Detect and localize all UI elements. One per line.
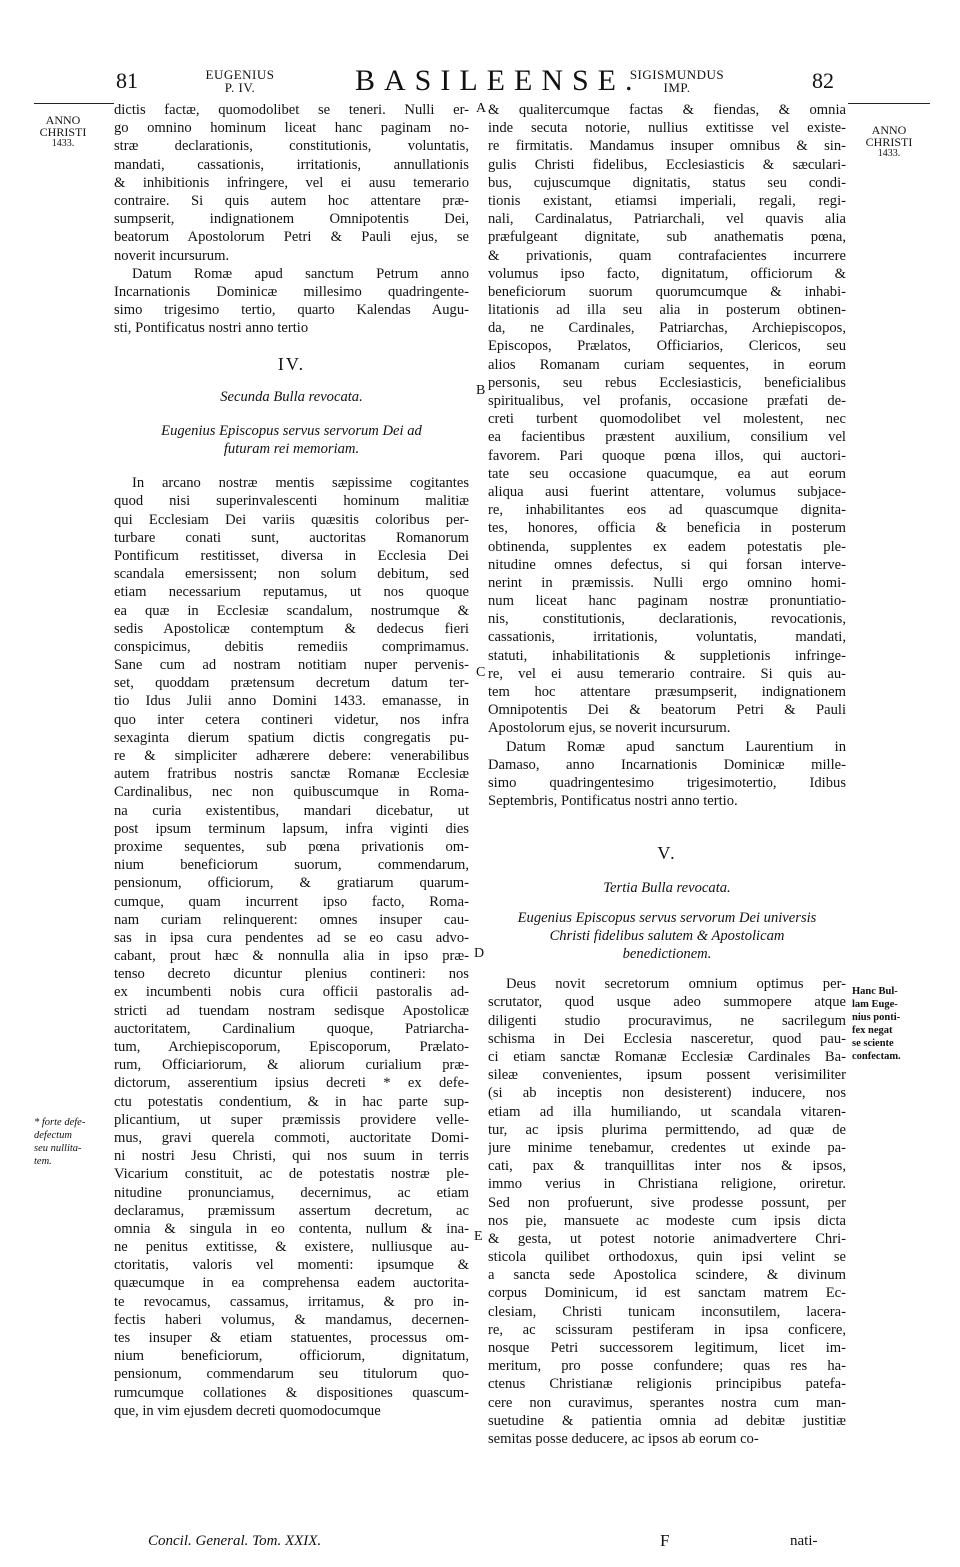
margin-year-line: 1433.	[51, 138, 75, 149]
margin-year-line: ANNO	[871, 123, 907, 137]
left-top-paragraph	[114, 101, 469, 265]
text-line: qui Ecclesiam Dei variis quæsitis coloribus per-	[114, 511, 469, 528]
text-line: tenso decreto dicuntur plenius contineri: nos	[114, 966, 469, 983]
right-datum-paragraph	[488, 738, 846, 811]
text-line: meritum, pro posse confundere; quas res ha-	[488, 1358, 846, 1375]
text-line: Pontificum restitisset, diversa in Ecclesia Dei	[114, 547, 469, 564]
text-line: ne penitus extitisse, & existere, nulliusque au-	[114, 1239, 469, 1256]
footer-signature: F	[660, 1531, 670, 1550]
text-line: immo verius in Christiana religione, oriretur.	[488, 1176, 846, 1193]
text-line: tionis existant, etiamsi imperiali, regali, regi-	[488, 192, 846, 209]
text-line: cabant, prout hæc & nonnulla alia in ipso præ-	[114, 948, 469, 965]
text-line: na curia existentibus, mandari dicebatur, ut	[114, 802, 469, 819]
margin-note-line: se sciente	[852, 1038, 894, 1049]
text-line: Damaso, anno Incarnationis Dominicæ mille-	[488, 756, 846, 773]
text-line: semitas posse deducere, ac ipsos ab eorum co-	[488, 1430, 759, 1447]
text-line: statuti, inhabilitationis & suppletionis infringe-	[488, 647, 846, 664]
margin-note-left	[34, 1116, 114, 1168]
text-line: ci etiam sanctæ Romanæ Ecclesiæ Cardinales Ba-	[488, 1049, 846, 1066]
text-line: tem hoc attentare præsumpserit, indignationem	[488, 684, 846, 700]
text-line: nis, constitutionis, declarationis, revocationis,	[488, 611, 846, 628]
text-line: mandati, cassationis, irritationis, annullationis	[114, 156, 469, 173]
header-rule-right	[848, 103, 930, 104]
text-line: ctenus Christianæ religionis principibus patefa-	[488, 1376, 846, 1393]
section-marker: C	[476, 665, 486, 680]
text-line: pensionum, commendarum seu titulorum quo-	[114, 1366, 469, 1383]
text-line: gulis Christi fidelibus, Ecclesiasticis & sæculari-	[488, 156, 846, 173]
text-line: ctoritatis, valoris vel momenti: ipsumque &	[114, 1257, 469, 1274]
text-line: da, ne Cardinales, Patriarchas, Archiepiscopos,	[488, 320, 846, 337]
text-line: suetudine & patientia omnia ad debitæ justitiæ	[488, 1412, 846, 1429]
text-line: & privationis, quam contrafacientes incurrere	[488, 247, 846, 264]
text-line: re, vel ei ausu temerario contraire. Si quis au-	[488, 665, 846, 682]
text-line: post ipsum terminum lapsum, infra viginti dies	[114, 820, 469, 837]
text-line: schisma in Dei Ecclesia nasceretur, quod pau-	[488, 1030, 846, 1047]
margin-year-right	[854, 124, 924, 160]
text-line: plicantium, ut super præmissis providere velle-	[114, 1111, 469, 1128]
margin-note-line: seu nullita-	[34, 1143, 82, 1154]
running-head-right	[612, 68, 742, 94]
margin-note-line: tem.	[34, 1156, 52, 1167]
left-column	[114, 101, 469, 1420]
section-marker: D	[474, 946, 485, 961]
text-line: declaramus, præmissum assertum decretum, ac	[114, 1202, 469, 1219]
running-head-right-line: IMP.	[663, 80, 691, 95]
margin-note-line: * forte defe-	[34, 1117, 86, 1128]
text-line: nerint in præmissis. Nulli ergo omnino homi-	[488, 574, 846, 591]
text-line: scandala emersissent; non solum debitum, sed	[114, 566, 469, 583]
left-datum-paragraph	[114, 265, 469, 338]
text-line: noverit incursurum.	[114, 247, 230, 264]
text-line: ni nostri Jesu Christi, qui nos suum in terris	[114, 1148, 469, 1165]
text-line: Omnipotentis Dei & beatorum Petri & Pauli	[488, 702, 846, 719]
footer-catchword: nati-	[790, 1533, 818, 1549]
section-marker: B	[476, 383, 486, 398]
text-line: ctu potestatis condentium, & in hac parte sup-	[114, 1093, 469, 1110]
text-line: Incarnationis Dominicæ millesimo quadringente-	[114, 283, 469, 300]
text-line: corpus Dominicum, id est sanctam matrem Ec-	[488, 1285, 846, 1302]
text-line: stricti ad tuendam nostram sedisque Apostolicæ	[114, 1002, 469, 1019]
text-line: beneficiorum suorum quorumcumque & inhabi-	[488, 283, 846, 300]
text-line: sedis Apostolicæ contemptum & dedecus fieri	[114, 620, 469, 637]
text-line: proxime sequentes, sub pœna privationis om-	[114, 838, 469, 855]
text-line: fectis haberi volumus, & mandamus, decernen-	[114, 1311, 469, 1328]
text-line: sileæ convenientes, ipsum possent verisimiliter	[488, 1067, 846, 1084]
text-line: quo inter cetera contineri videtur, nos infra	[114, 711, 469, 728]
margin-note-line: defectum	[34, 1130, 72, 1141]
text-line: Christi fidelibus salutem & Apostolicam	[549, 927, 785, 944]
text-line: mus, gravi querela commoti, auctoritate Domi-	[114, 1129, 469, 1146]
text-line: diligenti studio procuravimus, ne sacrilegum	[488, 1012, 846, 1029]
margin-year-line: CHRISTI	[39, 125, 87, 139]
text-line: turbare conati sunt, auctoritas Romanorum	[114, 529, 469, 546]
section-title: Secunda Bulla revocata.	[220, 388, 363, 405]
text-line: In arcano nostræ mentis sæpissime cogitantes	[132, 475, 469, 492]
text-line: cati, pax & tranquillitas inter nos & ipsos,	[488, 1158, 846, 1175]
text-line: nitudine omnes defectus, si qui forsan interve-	[488, 556, 846, 573]
text-line: aliqua ausi fuerint attentare, volumus subjace-	[488, 483, 846, 500]
text-line: spiritualibus, vel profanis, occasione præfati de-	[488, 393, 846, 409]
text-line: simo quadringentesimo trigesimotertio, Idibus	[488, 774, 846, 791]
text-line: tes insuper & etiam statuentes, processus om-	[114, 1330, 469, 1347]
text-line: scrutator, quod usque adeo summopere atque	[488, 994, 846, 1011]
text-line: simo trigesimo tertio, quarto Kalendas Augu-	[114, 302, 469, 319]
right-body-paragraph	[488, 975, 846, 1448]
text-line: volumus ipso facto, dignitatum, officiorum &	[488, 265, 846, 282]
text-line: etiam necessarium reputamus, ut nos quoque	[114, 584, 469, 601]
salutation	[114, 422, 469, 458]
text-line: Datum Romæ apud sanctum Laurentium in	[506, 738, 846, 755]
margin-note-line: nius ponti-	[852, 1012, 901, 1023]
text-line: alios Romanam curiam sequentes, in eorum	[488, 356, 846, 373]
text-line: autem fratribus nostris sanctæ Romanæ Ecclesiæ	[114, 766, 469, 783]
text-line: favorem. Pari quoque pœna illos, qui auctori-	[488, 447, 846, 464]
text-line: Vicarium constituit, ac de potestatis nostræ ple-	[114, 1166, 469, 1183]
text-line: sexaginta dierum spatium dictis congregatis pu-	[114, 729, 469, 746]
running-head-left-line: P. IV.	[224, 80, 256, 95]
text-line: tum, Archiepiscoporum, Episcoporum, Prælato-	[114, 1039, 469, 1056]
text-line: clesiam, Christi tunicam inconsutilem, lacera-	[488, 1303, 846, 1320]
section-marker: E	[474, 1229, 483, 1244]
text-line: beatorum Apostolorum Petri & Pauli ejus, se	[114, 229, 469, 246]
margin-note-line: confectam.	[852, 1051, 901, 1062]
section-number: IV.	[277, 354, 306, 375]
text-line: set, quoddam prætensum decretum datum ter-	[114, 675, 469, 692]
text-line: & qualitercumque factas & fiendas, & omnia	[488, 102, 846, 118]
text-line: a sancta sede Apostolica scindere, & divinum	[488, 1267, 846, 1284]
text-line: nos pie, mansuete ac modeste cum ipsis dicta	[488, 1212, 846, 1229]
text-line: rum, Officiariorum, & aliorum curialium præ-	[114, 1057, 469, 1074]
text-line: dictis factæ, quomodolibet se teneri. Nulli er-	[114, 102, 469, 118]
text-line: tio Idus Julii anno Domini 1433. emanasse, in	[114, 693, 469, 710]
running-head-right-line: SIGISMUNDUS	[629, 67, 725, 82]
salutation	[488, 909, 846, 964]
text-line: num liceat hanc paginam nostræ pronuntiatio-	[488, 593, 846, 610]
text-line: litationis ad illa seu alia in posterum obtinen-	[488, 302, 846, 319]
text-line: nium beneficiorum, officiorum, dignitatum,	[114, 1348, 469, 1365]
text-line: sumpserit, indignationem Omnipotentis Dei,	[114, 211, 469, 228]
text-line: Eugenius Episcopus servus servorum Dei universis	[517, 909, 817, 926]
section-number: V.	[657, 843, 677, 864]
text-line: omnia & singula in eo contenta, nullum & ina-	[114, 1220, 469, 1237]
text-line: jure minime tenebamur, credentes ut exinde pa-	[488, 1139, 846, 1156]
text-line: que, in vim ejusdem decreti quomodocumque	[114, 1402, 381, 1419]
text-line: cumque, quam incurrent ipso facto, Roma-	[114, 893, 469, 910]
text-line: conspicimus, debitis remediis comprimamus.	[114, 638, 469, 655]
page-number-left: 81	[116, 68, 138, 93]
text-line: Deus novit secretorum omnium optimus per-	[506, 976, 846, 993]
text-line: præfulgeant dignitate, sub anathematis pœna,	[488, 229, 846, 246]
text-line: nali, Cardinalatus, Patriarchali, vel quavis alia	[488, 211, 846, 228]
text-line: sas in ipsa cura pendentes ad se eo casu advo-	[114, 929, 469, 946]
text-line: & inhibitionis infringere, vel ei ausu temerario	[114, 174, 469, 191]
margin-note-line: fex negat	[852, 1025, 893, 1036]
text-line: nium beneficiorum suorum, commendarum,	[114, 857, 469, 874]
margin-year-line: 1433.	[877, 148, 901, 159]
margin-note-line: Hanc Bul-	[852, 986, 898, 997]
text-line: ea facientibus præstent auxilium, consilium vel	[488, 429, 846, 446]
text-line: quod nisi superinvalescenti hominum malitiæ	[114, 493, 469, 510]
text-line: Episcopos, Prælatos, Officiarios, Clericos, seu	[488, 338, 846, 355]
text-line: sticola quilibet orthodoxus, quin ipsi velint se	[488, 1249, 846, 1266]
text-line: te revocamus, cassamus, irritamus, & pro in-	[114, 1293, 469, 1310]
text-line: obtinenda, supplentes ex eadem potestatis ple-	[488, 538, 846, 555]
text-line: Datum Romæ apud sanctum Petrum anno	[132, 265, 469, 282]
margin-note-right	[852, 985, 932, 1063]
text-line: nam curiam relinquerent: omnes insuper cau-	[114, 911, 469, 928]
text-line: re firmitatis. Mandamus insuper omnibus & sin-	[488, 138, 846, 155]
margin-year-line: ANNO	[45, 113, 81, 127]
text-line: ex incumbenti nobis cura officii pastoralis ad-	[114, 984, 469, 1001]
text-line: tur, ac ipsis plurima permittendo, ad quæ de	[488, 1121, 846, 1138]
text-line: Apostolorum ejus, se noverit incursurum.	[488, 720, 731, 737]
text-line: cassationis, irritationis, voluntatis, mandati,	[488, 629, 846, 646]
text-line: re, ac scissuram pestiferam in ipsa conficere,	[488, 1321, 846, 1338]
right-top-paragraph	[488, 101, 846, 738]
right-column	[488, 101, 846, 1448]
text-line: go omnino hominum liceat hanc paginam no-	[114, 120, 469, 137]
footer-volume: Concil. General. Tom. XXIX.	[148, 1533, 322, 1549]
text-line: quæcumque in ea comprehensa eadem auctorita-	[114, 1275, 469, 1292]
text-line: re, inhabilitantes eos ad quascumque dignita-	[488, 502, 846, 519]
text-line: tes, honores, officia & beneficia in posterum	[488, 520, 846, 537]
text-line: Cardinalibus, nec non quibuscumque in Roma-	[114, 784, 469, 801]
text-line: sti, Pontificatus nostri anno tertio	[114, 320, 309, 337]
text-line: pensionum, officiorum, & gratiarum quarum-	[114, 875, 469, 892]
text-line: dictorum, asserentium ipsius decreti * ex defe-	[114, 1075, 469, 1092]
text-line: rumcumque collationes & dispositiones quascum-	[114, 1384, 469, 1401]
text-line: futuram rei memoriam.	[223, 441, 360, 458]
text-line: personis, seu rebus Ecclesiasticis, beneficialibus	[488, 374, 846, 391]
margin-year-line: CHRISTI	[865, 135, 913, 149]
page-title: BASILEENSE.	[355, 64, 642, 97]
text-line: nosque Petri successorem legitimum, licet im-	[488, 1340, 846, 1357]
text-line: & gesta, ut potest notorie animadvertere Chri-	[488, 1230, 846, 1247]
text-line: stræ declarationis, constitutionis, voluntatis,	[114, 138, 469, 155]
left-body-paragraph	[114, 474, 469, 1420]
text-line: contraire. Si quis autem hoc attentare præ-	[114, 192, 469, 209]
text-line: etiam ad illa humiliando, ut scandala vitaren-	[488, 1103, 846, 1120]
text-line: bus, cujuscumque dignitatis, status seu condi-	[488, 174, 846, 191]
section-marker: A	[476, 101, 487, 116]
margin-note-line: lam Euge-	[852, 999, 898, 1010]
text-line: Sane cum ad nostram notitiam nuper pervenis-	[114, 657, 469, 674]
text-line: inde secuta notorie, nullius extitisse vel existe-	[488, 120, 846, 137]
text-line: tate seu occasione quacumque, ea aut eorum	[488, 465, 846, 482]
text-line: Sed non profuerunt, sive prodesse possunt, per	[488, 1194, 846, 1211]
margin-year-left	[30, 114, 96, 150]
text-line: nitudine pronunciamus, decernimus, ac etiam	[114, 1184, 469, 1201]
page-number-right: 82	[812, 68, 834, 93]
section-title: Tertia Bulla revocata.	[603, 879, 731, 896]
text-line: auctoritatem, Cardinalium quoque, Patriarcha-	[114, 1020, 469, 1037]
text-line: Eugenius Episcopus servus servorum Dei ad	[161, 422, 422, 439]
text-line: creti turbent quomodolibet vel molestent, nec	[488, 411, 846, 428]
running-head-left	[195, 68, 285, 94]
text-line: Septembris, Pontificatus nostri anno tertio.	[488, 793, 738, 810]
text-line: benedictionem.	[622, 946, 712, 963]
text-line: cere non curavimus, sperantes nostra cum man-	[488, 1394, 846, 1411]
text-line: re & simpliciter adhærere debere: venerabilibus	[114, 748, 469, 765]
running-head-left-line: EUGENIUS	[205, 67, 275, 82]
text-line: (si ab inceptis non desisterent) inducere, nos	[488, 1085, 846, 1102]
text-line: ea quæ in Ecclesiæ scandalum, nostrumque &	[114, 602, 469, 619]
header-rule-left	[34, 103, 114, 104]
